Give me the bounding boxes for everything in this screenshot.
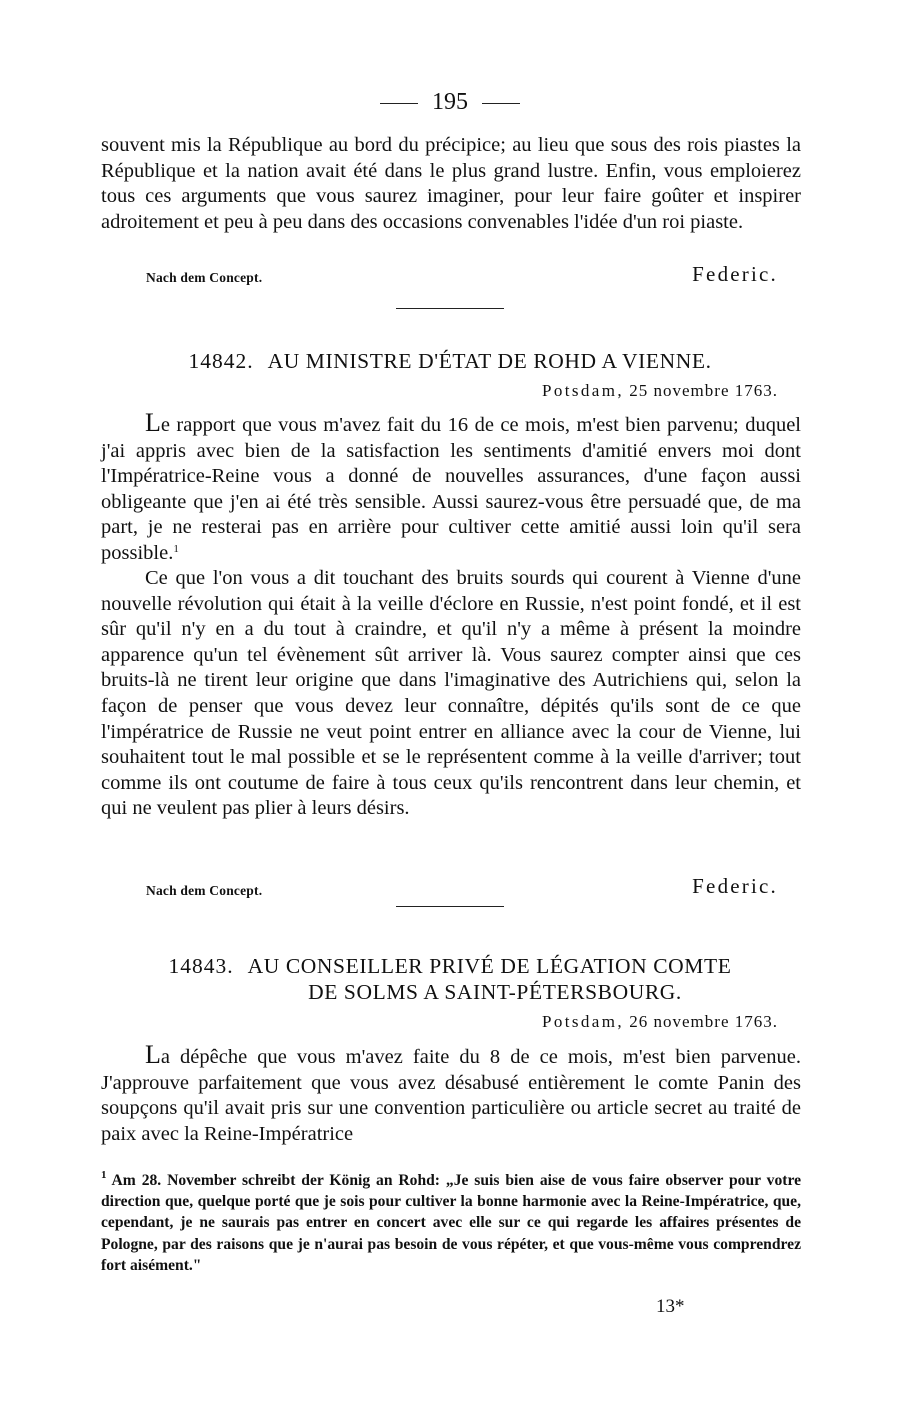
letter-paragraph [101,1042,801,1147]
letter-paragraph: Ce que l'on vous a dit touchant des bruits sourds qui courent à Vienne d'une nouvelle révolution qui était à la veille d'éclore en Russie, n'est point fondé, et il est sûr qu'il n'y en a du tout à craindre, et qu'il n'y a même à présent la moindre apparence qu'un tel évènement sût arriver là. Vous saurez compter ainsi que ces bruits-là ne tirent leur origine que dans l'imaginative des Autrichiens qui, selon la façon de penser que vous devez leur connaître, dépités qu'ils sont de ce que l'impératrice de Russie ne veut point entrer en alliance avec la cour de Vienne, lui souhaitent tout le mal possible et se le représentent comme à la veille d'arriver; tout comme ils ont coutume de faire à tous ceux qu'ils rencontrent dans leur chemin, et qui ne veulent pas plier à leurs désirs. [101,567,801,820]
header-rule-right [482,103,520,104]
letter-heading [0,348,900,375]
page-header [0,88,900,116]
dateline-place: Potsdam, [542,381,625,400]
paragraph-text: e rapport que vous m'avez fait du 16 de ce mois, m'est bien parvenu; duquel j'ai appris avec bien de la satisfaction les sentiments d'amitié envers moi dont l'Impératrice-Reine vous a donné de nouvelles assurances, d'une façon aussi obligeante que j'en ai été très sensible. Aussi saurez-vous être persuadé que, de ma part, je ne resterai pas en arrière pour cultiver cette amitié aussi loin qu'il sera possible. [101,414,801,564]
signature: Federic. [692,262,778,286]
letter-number: 14843. [168,954,234,978]
section-divider [396,308,504,309]
page-number: 195 [432,89,468,115]
letter-heading-continued [45,979,900,1006]
letter-title: AU MINISTRE D'ÉTAT DE ROHD A VIENNE. [267,349,712,373]
footnote [101,1170,801,1276]
continued-paragraph: souvent mis la République au bord du précipice; au lieu que sous des rois piastes la République et la nation avait été dans le plus grand lustre. Enfin, vous emploierez tous ces arguments que vous saurez imaginer, pour leur faire goûter et inspirer adroitement et peu à peu dans des occasions convenables l'idée d'un roi piaste. [101,134,801,233]
paragraph-text: a dépêche que vous m'avez faite du 8 de ce mois, m'est bien parvenue. J'approuve parfaitement que vous avez désabusé entièrement le comte Panin des soupçons qu'il avait pris sur une convention particulière ou article secret au traité de paix avec la Reine-Impératrice [101,1046,801,1145]
letter-title-line-2: DE SOLMS A SAINT-PÉTERSBOURG. [308,980,682,1004]
section-divider [396,906,504,907]
letter-number: 14842. [188,349,254,373]
footnote-reference: 1 [173,542,179,555]
letter-title: AU CONSEILLER PRIVÉ DE LÉGATION COMTE [247,954,732,978]
signature-mark: 13* [656,1296,685,1317]
drop-cap: L [145,1040,161,1069]
dateline-date: 26 novembre 1763. [629,1012,778,1031]
drop-cap: L [145,408,161,437]
dateline-date: 25 novembre 1763. [629,381,778,400]
signature: Federic. [692,874,778,898]
dateline [542,381,778,401]
dateline [542,1012,778,1032]
letter-heading [0,953,900,980]
source-note: Nach dem Concept. [146,883,263,898]
footnote-mark: 1 [101,1169,107,1181]
letter-paragraph [101,410,801,567]
dateline-place: Potsdam, [542,1012,625,1031]
header-rule-left [380,103,418,104]
source-note: Nach dem Concept. [146,270,263,285]
footnote-text: Am 28. November schreibt der König an Rohd: „Je suis bien aise de vous faire observer pour votre direction que, quelque porté que je sois pour cultiver la bonne harmonie avec la Reine-Impératrice, que, cependant, je ne saurais pas entrer en concert avec elle sur ce qui regarde les affaires présentes de Pologne, par des raisons que je n'aurai pas besoin de vous répéter, et que vous-même vous comprendrez fort aisément." [101,1172,802,1274]
